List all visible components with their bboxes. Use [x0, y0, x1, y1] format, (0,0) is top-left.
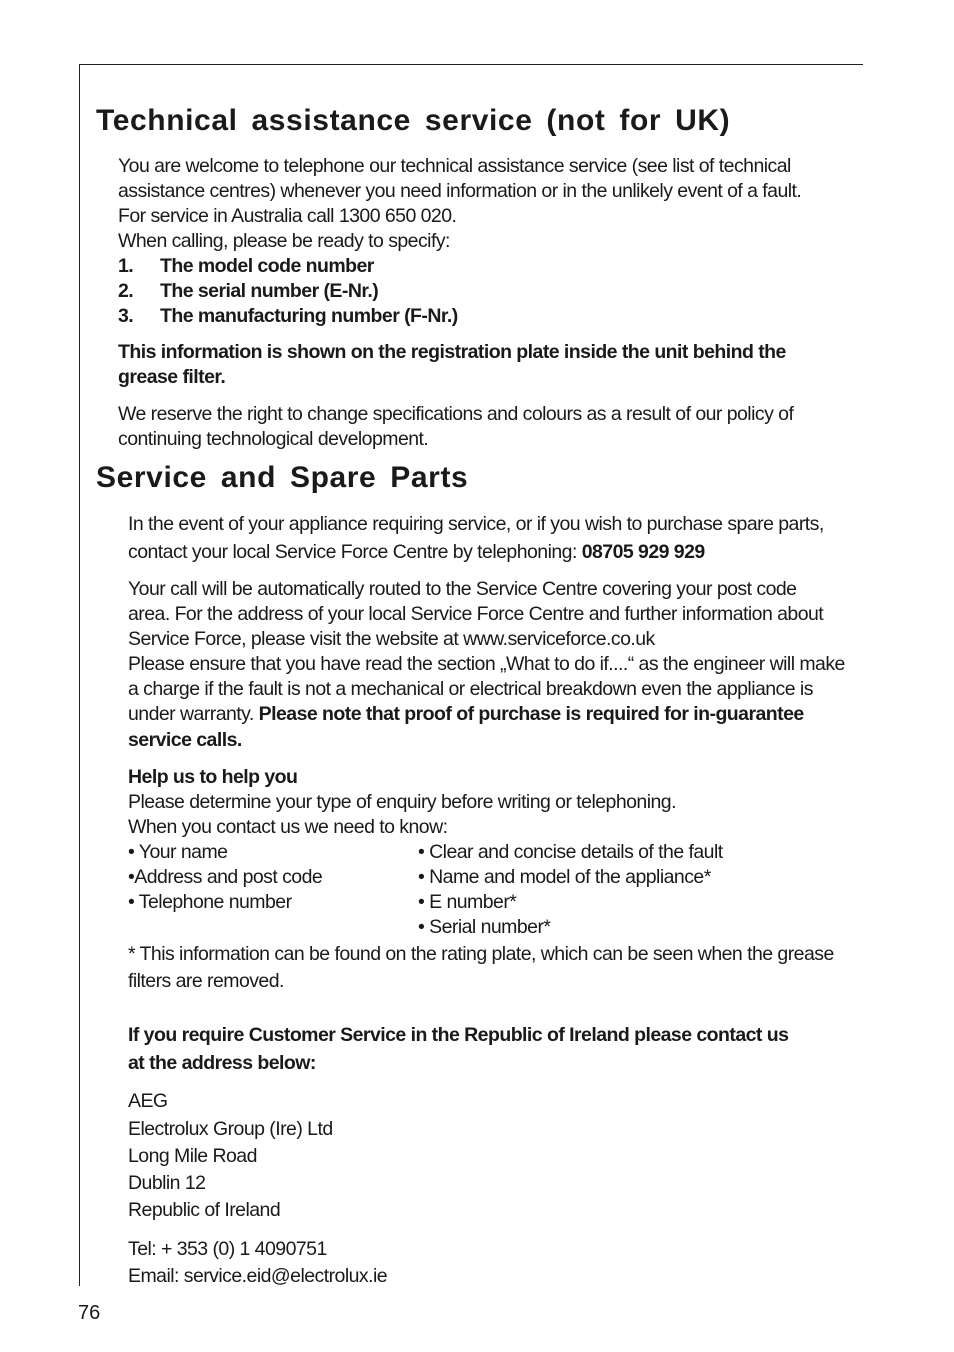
heading-service-spare-parts: Service and Spare Parts	[96, 461, 469, 494]
rating-plate-note: filters are removed.	[128, 970, 284, 992]
ireland-contact-note: at the address below:	[128, 1052, 316, 1074]
service-intro-line	[128, 540, 705, 565]
website-text: Service Force, please visit the website at www.serviceforce.co.uk	[128, 628, 655, 650]
intro-line: When calling, please be ready to specify:	[118, 230, 450, 252]
page-number: 76	[78, 1302, 101, 1324]
rating-plate-note: * This information can be found on the rating plate, which can be seen when the grease	[128, 943, 834, 965]
list-item	[118, 254, 458, 279]
heading-technical-assistance: Technical assistance service (not for UK)	[96, 104, 731, 137]
page-frame-left	[79, 64, 80, 1286]
bullet-your-name: • Your name	[128, 841, 228, 863]
help-text: Please determine your type of enquiry before writing or telephoning.	[128, 791, 676, 813]
list-number: 2.	[118, 280, 134, 302]
address-line: AEG	[128, 1090, 168, 1112]
ireland-telephone: Tel: + 353 (0) 1 4090751	[128, 1238, 327, 1260]
address-line: Republic of Ireland	[128, 1199, 281, 1221]
bullet-e-number: • E number*	[418, 891, 517, 913]
proof-of-purchase-note: Please note that proof of purchase is required for in-guarantee	[258, 703, 804, 725]
list-text: The model code number	[160, 255, 374, 277]
bullet-serial-number: • Serial number*	[418, 916, 551, 938]
page-frame-top	[79, 64, 863, 65]
address-line: Long Mile Road	[128, 1145, 257, 1167]
registration-plate-note: This information is shown on the registration plate inside the unit behind the	[118, 341, 786, 363]
list-item	[118, 279, 458, 304]
help-heading: Help us to help you	[128, 766, 298, 788]
bullet-appliance-model: • Name and model of the appliance*	[418, 866, 711, 888]
routing-text: area. For the address of your local Service Force Centre and further information about	[128, 603, 824, 625]
ireland-contact-note: If you require Customer Service in the Republic of Ireland please contact us	[128, 1024, 789, 1046]
bullet-telephone: • Telephone number	[128, 891, 292, 913]
routing-text: Your call will be automatically routed to the Service Centre covering your post code	[128, 578, 797, 600]
service-intro-text: contact your local Service Force Centre by telephoning:	[128, 541, 582, 563]
intro-line: assistance centres) whenever you need information or in the unlikely event of a fault.	[118, 180, 802, 202]
service-intro-line: In the event of your appliance requiring service, or if you wish to purchase spare parts,	[128, 513, 824, 535]
australia-service-line: For service in Australia call 1300 650 020.	[118, 205, 457, 227]
ireland-email: Email: service.eid@electrolux.ie	[128, 1265, 388, 1287]
warranty-plain: under warranty.	[128, 703, 259, 725]
list-text: The serial number (E-Nr.)	[160, 280, 379, 302]
list-number: 1.	[118, 255, 134, 277]
reserve-rights-text: We reserve the right to change specifications and colours as a result of our policy of	[118, 403, 794, 425]
proof-of-purchase-note: service calls.	[128, 729, 242, 751]
charge-warning-text: a charge if the fault is not a mechanical or electrical breakdown even the appliance is	[128, 678, 813, 700]
bullet-address: •Address and post code	[128, 866, 323, 888]
help-text: When you contact us we need to know:	[128, 816, 448, 838]
intro-line: You are welcome to telephone our technical assistance service (see list of technical	[118, 155, 791, 177]
charge-warning-text: Please ensure that you have read the section „What to do if....“ as the engineer will make	[128, 653, 845, 675]
list-item	[118, 304, 458, 329]
warranty-text	[128, 702, 804, 727]
service-phone-number: 08705 929 929	[581, 541, 705, 563]
address-line: Electrolux Group (Ire) Ltd	[128, 1118, 333, 1140]
bullet-fault-details: • Clear and concise details of the fault	[418, 841, 723, 863]
specify-list	[118, 254, 458, 329]
reserve-rights-text: continuing technological development.	[118, 428, 429, 450]
registration-plate-note: grease filter.	[118, 366, 226, 388]
address-line: Dublin 12	[128, 1172, 206, 1194]
list-text: The manufacturing number (F-Nr.)	[160, 305, 458, 327]
list-number: 3.	[118, 305, 134, 327]
